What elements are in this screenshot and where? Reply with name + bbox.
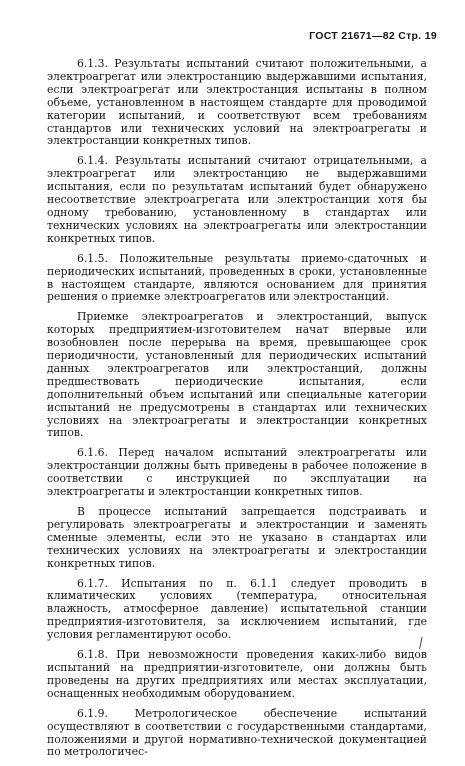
document-body [47,58,427,766]
paragraph-acceptance: Приемке электроагрегатов и электростанций, выпуск которых предприятием-изготовителем начат впервые или возобновлен после перерыва на время, превышающее срок периодичности, установленный для периодических испытаний данных электроагрегатов или электростанций, должны предшествовать периодические испытания, если дополнительный объем испытаний или специальные категории испытаний не предусмотрены в стандартах или технических условиях на электроагрегаты и электростанции конкретных типов. [47,310,427,440]
paragraph-6-1-9: 6.1.9. Метрологическое обеспечение испытаний осуществляют в соответствии с государственными стандартами, положениями и другой нормативно-технической документацией по метрологичес- [47,706,427,759]
paragraph-6-1-3: 6.1.3. Результаты испытаний считают положительными, а электроагрегат или электростанцию выдержавшими испытания, если электроагрегат или электростанция испытаны в полном объеме, установленном в настоящем стандарте для проводимой категории испытаний, и соответствуют всем требованиям стандартов или технических условий на электроагрегаты и электростанции конкретных типов. [47,57,427,148]
paragraph-6-1-8: 6.1.8. При невозможности проведения каких-либо видов испытаний на предприятии-изготовителе, они должны быть проведены на других предприятиях или местах эксплуатации, оснащенных необходимым оборудованием. [47,648,427,700]
paragraph-adjustment: В процессе испытаний запрещается подстраивать и регулировать электроагрегаты и электростанции и заменять сменные элементы, если это не указано в стандартах или технических условиях на электроагрегаты и электростанции конкретных типов. [47,505,427,570]
pen-mark-icon: ⁄ [417,636,426,652]
page-header: ГОСТ 21671—82 Стр. 19 [309,30,437,42]
paragraph-6-1-6: 6.1.6. Перед началом испытаний электроагрегаты или электростанции должны быть приведены в рабочее положение в соответствии с инструкцией по эксплуатации на электроагрегаты и электростанции конкретных типов. [47,446,427,499]
paragraph-6-1-4: 6.1.4. Результаты испытаний считают отрицательными, а электроагрегат или электростанцию не выдержавшими испытания, если по результатам испытаний будет обнаружено несоответствие электроагрегата или электростанции хотя бы одному требованию, установленному в стандартах или технических условиях на электроагрегаты или электростанции конкретных типов. [47,154,427,245]
paragraph-6-1-5: 6.1.5. Положительные результаты приемо-сдаточных и периодических испытаний, проведенных в сроки, установленные в настоящем стандарте, являются основанием для принятия решения о приемке электроагрегатов или электростанций. [47,251,427,304]
paragraph-6-1-7: 6.1.7. Испытания по п. 6.1.1 следует проводить в климатических условиях (температура, относительная влажность, атмосферное давление) испытательной станции предприятия-изготовителя, за исключением испытаний, где условия регламентируют особо. [47,576,427,642]
